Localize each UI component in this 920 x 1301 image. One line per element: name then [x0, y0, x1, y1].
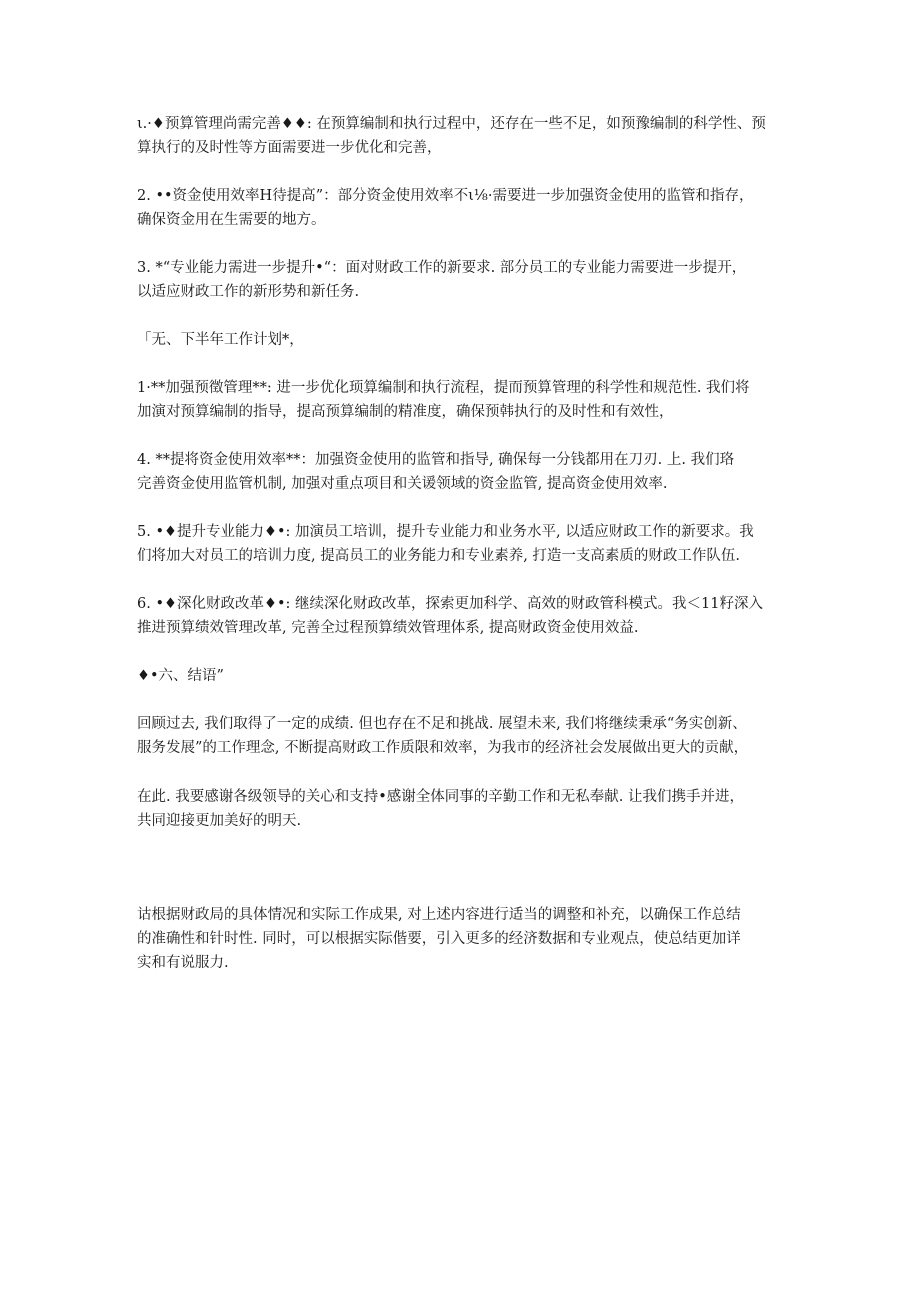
paragraph-plan-fiscal-reform [137, 592, 787, 640]
text-line: 们将加大对员工的培训力度, 提高员工的业务能力和专业素养, 打造一支高素质的财政工作队伍. [137, 548, 741, 564]
paragraph-fund-efficiency [137, 184, 787, 232]
text-line: 共同迎接更加美好的明天. [137, 813, 302, 829]
text-line: 6. •♦深化财政改革♦•: 继续深化财政改革，探索更加科学、高效的财政管科模式。我＜11籽深入 [137, 596, 763, 612]
text-line: 1·**加强预徵管理**: 进一步优化顼算编制和执行流程，提而预算管理的科学性和规范性. 我们将 [137, 380, 750, 396]
text-line: 以适应财政工作的新形势和新任务. [137, 284, 360, 300]
text-line: 完善资金使用监管机制, 加强对重点项目和关谖领域的资金监管, 提高资金使用效率. [137, 476, 668, 492]
paragraph-review [137, 712, 787, 760]
text-line: 服务发展”的工作理念, 不断提高财政工作质限和效率，为我市的经济社会发展做出更大的贡献， [137, 740, 749, 756]
paragraph-plan-professional-ability [137, 520, 787, 568]
text-line: 5. •♦提升专业能力♦•: 加演员工培训，提升专业能力和业务水平, 以适应财政工作的新要求。我 [137, 524, 754, 540]
text-line: ♦•六、结语” [137, 668, 224, 684]
text-line: 在此. 我要感谢各级领导的关心和支持•感谢全体同事的辛勤工作和无私奉献. 让我们携手并进， [137, 789, 744, 805]
paragraph-budget-management [137, 112, 787, 160]
text-line: 算执行的及时性等方面需要进一步优化和完善， [137, 140, 442, 156]
text-line: 诂根据财政局的具体情况和实际工作成果, 对上述内容进行适当的调整和补充，以确保工作总结 [137, 907, 741, 923]
text-line: 3. *“专业能力需进一步提升•“：面对财政工作的新要求. 部分员工的专业能力需要进一步提开， [137, 260, 747, 276]
text-line: 确保资金用在生需要的地方。 [137, 212, 326, 228]
text-line: 加演对预算编制的指导，提高预算编制的精准度，确保预韩执行的及时性和有效性， [137, 404, 674, 420]
paragraph-plan-budget [137, 376, 787, 424]
paragraph-professional-ability [137, 256, 787, 304]
text-line: 2. ••资金使用效率H待提高”：部分资金使用效率不ι⅛·需要进一步加强资金使用的监管和指存， [137, 188, 754, 204]
text-line: 实和有说服力. [137, 955, 229, 971]
text-line: ι.·♦预算管理尚需完善♦♦: 在预算编制和执行过程中，还存在一些不足，如预豫编制的科学性、预 [137, 116, 766, 132]
section-heading-work-plan [137, 328, 304, 352]
text-line: 4. **提将资金使用效率**：加强资金使用的监管和指导, 确保每一分钱都用在刀刃. 上. 我们珞 [137, 452, 735, 468]
text-line: 「无、下半年工作计划*， [137, 332, 304, 348]
paragraph-thanks [137, 785, 787, 833]
text-line: 的准确性和针时性. 同时，可以根据实际偕要，引入更多的经济数据和专业观点，使总结更加详 [137, 931, 741, 947]
paragraph-plan-fund-efficiency [137, 448, 787, 496]
section-heading-conclusion [137, 664, 224, 688]
text-line: 回顾过去, 我们取得了一定的成绩. 但也存在不足和挑战. 展望未来, 我们将继续秉承“务实创新、 [137, 716, 747, 732]
paragraph-note [137, 903, 787, 975]
text-line: 推进预算绩效管理改革, 完善全过程预算绩效管理体系, 提高财政资金使用效益. [137, 620, 639, 636]
